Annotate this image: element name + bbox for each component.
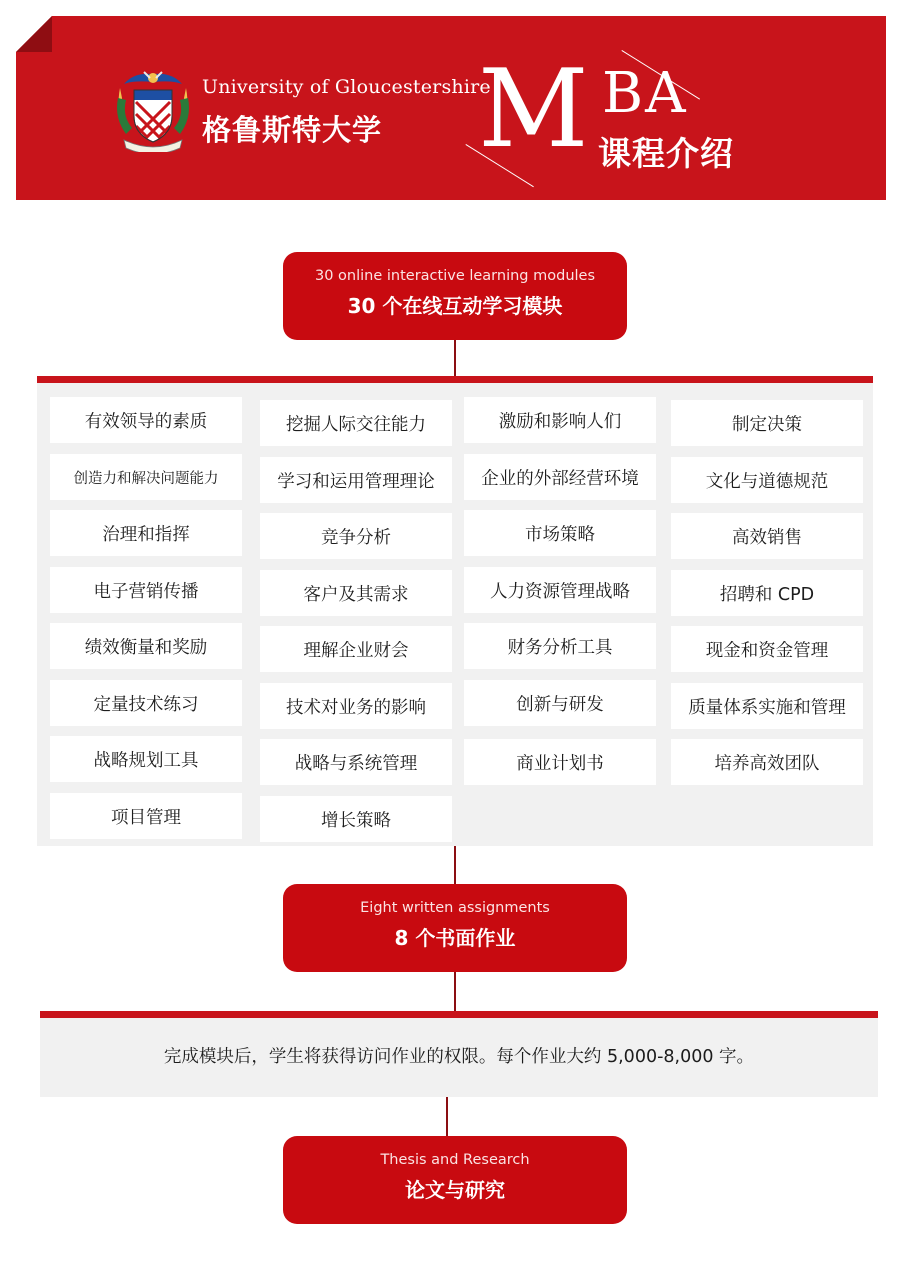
module-item: 激励和影响人们 — [464, 397, 656, 443]
module-item: 财务分析工具 — [464, 623, 656, 669]
university-crest-icon — [114, 68, 192, 152]
module-item: 绩效衡量和奖励 — [50, 623, 242, 669]
course-intro-title: 课程介绍 — [598, 134, 734, 173]
module-item: 现金和资金管理 — [671, 626, 863, 672]
module-item: 竞争分析 — [260, 513, 452, 559]
university-name-cn: 格鲁斯特大学 — [202, 113, 383, 147]
modules-stage-en: 30 online interactive learning modules — [314, 268, 596, 284]
module-item: 商业计划书 — [464, 739, 656, 785]
module-item: 战略规划工具 — [50, 736, 242, 782]
module-item: 培养高效团队 — [671, 739, 863, 785]
assignments-stage-cn: 8 个书面作业 — [394, 926, 516, 950]
modules-stage-label — [283, 252, 627, 340]
module-item: 市场策略 — [464, 510, 656, 556]
module-item: 创新与研发 — [464, 680, 656, 726]
connector-line — [454, 846, 456, 884]
module-item: 电子营销传播 — [50, 567, 242, 613]
module-item: 制定决策 — [671, 400, 863, 446]
module-item: 增长策略 — [260, 796, 452, 842]
modules-stage-cn: 30 个在线互动学习模块 — [347, 294, 563, 318]
module-item: 理解企业财会 — [260, 626, 452, 672]
module-item: 质量体系实施和管理 — [671, 683, 863, 729]
thesis-stage-en: Thesis and Research — [380, 1152, 530, 1168]
module-item: 学习和运用管理理论 — [260, 457, 452, 503]
module-item: 企业的外部经营环境 — [464, 454, 656, 500]
module-item: 创造力和解决问题能力 — [50, 454, 242, 500]
module-item: 招聘和 CPD — [671, 570, 863, 616]
module-item: 文化与道德规范 — [671, 457, 863, 503]
module-item: 治理和指挥 — [50, 510, 242, 556]
modules-grid — [37, 376, 873, 846]
module-item: 有效领导的素质 — [50, 397, 242, 443]
connector-line — [454, 340, 456, 377]
module-item: 高效销售 — [671, 513, 863, 559]
module-item: 客户及其需求 — [260, 570, 452, 616]
mba-letters-ba: BA — [602, 61, 688, 126]
university-name-en: University of Gloucestershire — [202, 76, 491, 98]
connector-line — [454, 972, 456, 1012]
module-item: 定量技术练习 — [50, 680, 242, 726]
header-banner — [16, 16, 886, 200]
assignments-stage-label — [283, 884, 627, 972]
assignment-note — [40, 1011, 878, 1097]
thesis-stage-label — [283, 1136, 627, 1224]
assignments-stage-en: Eight written assignments — [360, 900, 550, 916]
corner-fold-shadow — [16, 16, 52, 52]
module-item: 技术对业务的影响 — [260, 683, 452, 729]
mba-letter-m: M — [478, 47, 589, 172]
module-item: 战略与系统管理 — [260, 739, 452, 785]
module-item: 挖掘人际交往能力 — [260, 400, 452, 446]
module-item: 项目管理 — [50, 793, 242, 839]
assignment-note-text: 完成模块后，学生将获得访问作业的权限。每个作业大约 5,000-8,000 字。 — [163, 1047, 755, 1067]
thesis-stage-cn: 论文与研究 — [405, 1178, 505, 1202]
module-item: 人力资源管理战略 — [464, 567, 656, 613]
connector-line — [446, 1097, 448, 1137]
